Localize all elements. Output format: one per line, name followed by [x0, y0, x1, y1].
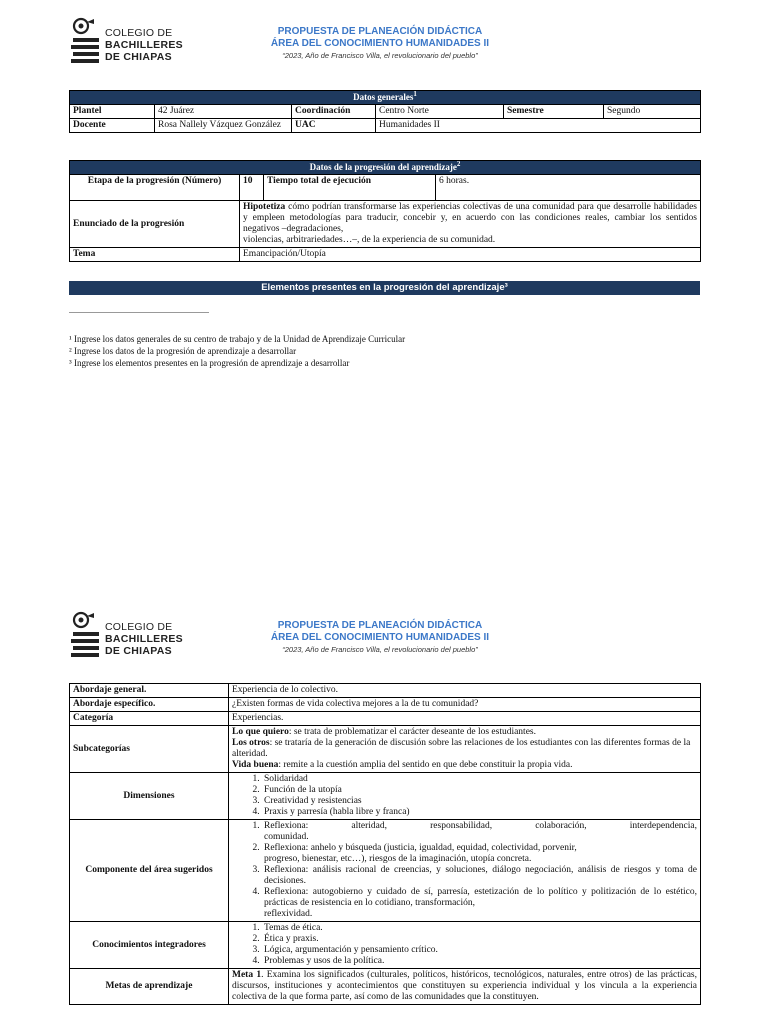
enunciado-value [240, 201, 701, 248]
list-item: 3. Reflexiona: análisis racional de creencias, y soluciones, diálogo negociación, análisis de riesgos y toma de decisiones. [262, 865, 697, 887]
header-title-1: PROPUESTA DE PLANEACIÓN DIDÁCTICA [277, 620, 483, 631]
list-item-text: 4. Reflexiona: autogobierno y cuidado de sí, parresía, estetización de lo político y politización de lo estético, prácticas de resistencia en lo cotidiano, transformación, [264, 887, 697, 908]
footnote-divider [69, 312, 209, 313]
logo-line-1: COLEGIO DE [105, 621, 173, 633]
componente-value [229, 820, 701, 922]
list-item-text: 2. Reflexiona: anhelo y búsqueda (justicia, igualdad, equidad, colectividad, porvenir, [264, 843, 577, 853]
enunciado-verb: Hipotetiza [243, 202, 286, 212]
logo-line-3: DE CHIAPAS [105, 645, 172, 657]
document-header [230, 26, 530, 61]
subcategoria-title: Lo que quiero [232, 727, 289, 737]
meta-title: Meta 1 [232, 970, 262, 980]
footnote-ref-2: 2 [456, 160, 461, 168]
docente-value: Rosa Nallely Vázquez González [155, 119, 292, 133]
header-title-2: ÁREA DEL CONOCIMIENTO HUMANIDADES II [270, 632, 490, 643]
enunciado-text-2: violencias, arbitrariedades…–, de la experiencia de su comunidad. [243, 235, 496, 245]
list-item [262, 821, 697, 843]
progresion-table [69, 160, 701, 262]
document-page-2 [0, 600, 768, 1024]
abordaje-general-label: Abordaje general. [70, 684, 229, 698]
footnote-1: ¹ Ingrese los datos generales de su centro de trabajo y de la Unidad de Aprendizaje Curricular [69, 334, 406, 344]
tiempo-label: Tiempo total de ejecución [264, 175, 436, 201]
list-item: 4. Praxis y parresía (habla libre y franca) [262, 807, 697, 818]
list-item-text: reflexividad. [264, 909, 313, 919]
enunciado-label: Enunciado de la progresión [70, 201, 240, 248]
list-item-text: progreso, bienestar, etc…), riesgos de la imaginación, utopía concreta. [264, 854, 532, 864]
header-title-1: PROPUESTA DE PLANEACIÓN DIDÁCTICA [277, 26, 483, 37]
subcategoria-item [232, 727, 697, 738]
metas-label: Metas de aprendizaje [70, 969, 229, 1005]
enunciado-text: cómo podrían transformarse las experiencias colectivas de una comunidad para que desarrolle habilidades y empleen metodologías para traducir, concebir y, en acuerdo con las condiciones reales, cambiar los sentidos negativos –degradaciones, [243, 202, 698, 234]
subcategorias-label: Subcategorías [70, 726, 229, 773]
school-logo [70, 610, 190, 660]
footnote-3: ³ Ingrese los elementos presentes en la progresión de aprendizaje a desarrollar [69, 358, 350, 368]
tema-label: Tema [70, 248, 240, 262]
plantel-label: Plantel [70, 105, 155, 119]
footnote-ref-1: 1 [413, 90, 417, 98]
datos-generales-header [70, 91, 701, 105]
school-logo [70, 16, 190, 66]
list-item [262, 843, 697, 865]
tema-value: Emancipación/Utopía [240, 248, 701, 262]
logo-emblem-icon [70, 16, 102, 64]
document-header [230, 620, 530, 655]
semestre-label: Semestre [504, 105, 604, 119]
logo-line-3: DE CHIAPAS [105, 51, 172, 63]
footnote-2: ² Ingrese los datos de la progresión de aprendizaje a desarrollar [69, 346, 297, 356]
subcategoria-title: Vida buena [232, 760, 279, 770]
categoria-label: Categoría [70, 712, 229, 726]
conocimientos-value [229, 922, 701, 969]
list-item: 4. Problemas y usos de la política. [262, 956, 697, 967]
list-item: 3. Lógica, argumentación y pensamiento crítico. [262, 945, 697, 956]
datos-generales-title: Datos generales [353, 92, 414, 102]
tiempo-value: 6 horas. [436, 175, 701, 201]
componente-label: Componente del área sugeridos [70, 820, 229, 922]
list-item: 3. Creatividad y resistencias [262, 796, 697, 807]
list-item: 2. Función de la utopía [262, 785, 697, 796]
subcategoria-item [232, 738, 697, 760]
list-item: 2. Ética y praxis. [262, 934, 697, 945]
logo-line-2: BACHILLERES [105, 39, 183, 51]
progresion-title: Datos de la progresión del aprendizaje [309, 162, 457, 172]
etapa-label: Etapa de la progresión (Número) [70, 175, 240, 201]
header-title-2: ÁREA DEL CONOCIMIENTO HUMANIDADES II [270, 38, 490, 49]
datos-generales-table [69, 90, 701, 133]
componente-list [232, 821, 697, 920]
subcategoria-item [232, 760, 697, 771]
coordinacion-value: Centro Norte [376, 105, 504, 119]
list-item [262, 887, 697, 920]
logo-emblem-icon [70, 610, 102, 658]
abordaje-general-value: Experiencia de lo colectivo. [229, 684, 701, 698]
uac-label: UAC [292, 119, 376, 133]
metas-value [229, 969, 701, 1005]
semestre-value: Segundo [604, 105, 701, 119]
list-item-text: comunidad. [264, 832, 309, 842]
categoria-value: Experiencias. [229, 712, 701, 726]
dimensiones-label: Dimensiones [70, 773, 229, 820]
logo-wordmark [105, 621, 183, 657]
plantel-value: 42 Juárez [155, 105, 292, 119]
subcategorias-value [229, 726, 701, 773]
coordinacion-label: Coordinación [292, 105, 376, 119]
uac-value: Humanidades II [376, 119, 701, 133]
logo-wordmark [105, 27, 183, 63]
logo-line-2: BACHILLERES [105, 633, 183, 645]
abordaje-especifico-value: ¿Existen formas de vida colectiva mejores a la de tu comunidad? [229, 698, 701, 712]
list-item: 1. Solidaridad [262, 774, 697, 785]
header-subtitle: “2023, Año de Francisco Villa, el revolucionario del pueblo” [282, 51, 478, 60]
list-item-text: 1. Reflexiona: alteridad, responsabilidad, colaboración, interdependencia, [264, 821, 697, 831]
meta-text: . Examina los significados (culturales, políticos, históricos, tecnológicos, naturales, entre otros) de las prácticas, discursos, instituciones y acontecimientos que constituyen su experiencia individual y los vincula a la experiencia colectiva de la que forma parte, así como de las comunidades que la constituyen. [232, 970, 697, 1002]
elementos-table [69, 683, 701, 1005]
dimensiones-list [232, 774, 697, 818]
abordaje-especifico-label: Abordaje específico. [70, 698, 229, 712]
logo-line-1: COLEGIO DE [105, 27, 173, 39]
subcategoria-text: : remite a la cuestión amplia del sentido en que debe constituir la propia vida. [278, 760, 573, 770]
subcategoria-text: : se trata de problematizar el carácter deseante de los estudiantes. [288, 727, 536, 737]
subcategoria-text: : se trataría de la generación de discusión sobre las relaciones de los estudiantes con las diferentes formas de la alteridad. [232, 738, 691, 759]
etapa-value: 10 [240, 175, 264, 201]
subcategoria-title: Los otros [232, 738, 270, 748]
conocimientos-list [232, 923, 697, 967]
list-item: 1. Temas de ética. [262, 923, 697, 934]
dimensiones-value [229, 773, 701, 820]
docente-label: Docente [70, 119, 155, 133]
header-subtitle: “2023, Año de Francisco Villa, el revolucionario del pueblo” [282, 645, 478, 654]
progresion-header [70, 161, 701, 175]
elementos-header: Elementos presentes en la progresión del aprendizaje³ [69, 281, 700, 295]
conocimientos-label: Conocimientos integradores [70, 922, 229, 969]
